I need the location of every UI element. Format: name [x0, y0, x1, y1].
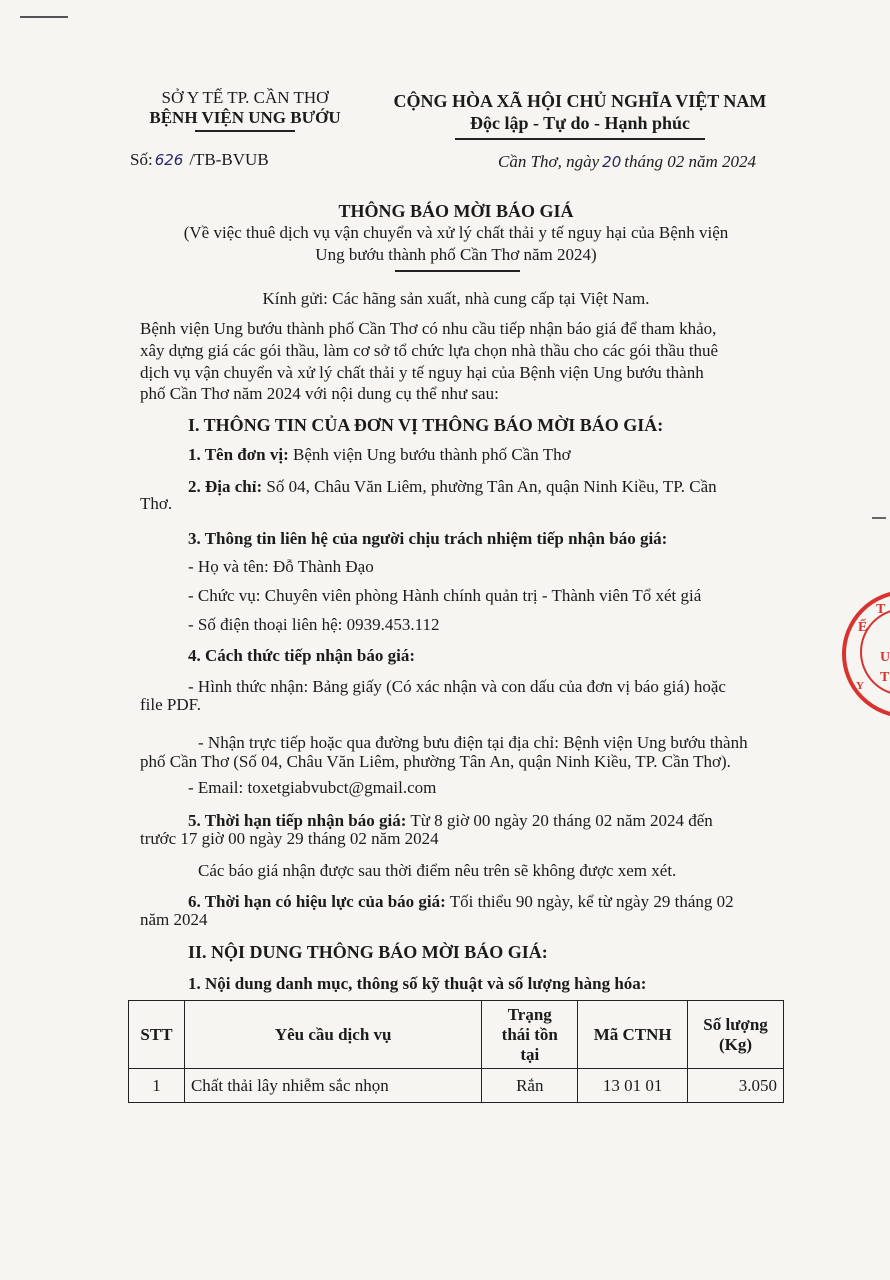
greeting: Kính gửi: Các hãng sản xuất, nhà cung cấp tại Việt Nam.: [262, 289, 650, 308]
row-code: 13 01 01: [578, 1069, 688, 1103]
col-state-line-1: Trạng: [507, 1004, 552, 1024]
row-state: Rắn: [482, 1069, 578, 1103]
number-prefix: Số:: [130, 150, 153, 169]
receive-method-2-cont: phố Cần Thơ (Số 04, Châu Văn Liêm, phường Tân An, quận Ninh Kiều, TP. Cần Thơ).: [140, 752, 731, 771]
receive-deadline-value: Từ 8 giờ 00 ngày 20 tháng 02 năm 2024 đến: [410, 811, 713, 830]
unit-address-value: Số 04, Châu Văn Liêm, phường Tân An, quận Ninh Kiều, TP. Cần: [266, 477, 717, 496]
goods-table: [128, 1000, 784, 1103]
unit-address-cont: Thơ.: [140, 494, 173, 513]
title-underline: [395, 270, 520, 272]
issuer-underline: [195, 130, 295, 132]
col-service: Yêu cầu dịch vụ: [184, 1001, 481, 1069]
unit-name-value: Bệnh viện Ung bướu thành phố Cần Thơ: [293, 445, 571, 464]
document-subtitle-1: (Về việc thuê dịch vụ vận chuyển và xử lý chất thải y tế nguy hại của Bệnh viện: [183, 223, 729, 242]
unit-name: [188, 445, 571, 465]
seal-letter-4: T: [880, 670, 890, 685]
receive-deadline-note: Các báo giá nhận được sau thời điểm nêu trên sẽ không được xem xét.: [198, 861, 677, 880]
validity-period-label: 6. Thời hạn có hiệu lực của báo giá:: [188, 892, 446, 911]
seal-letter-1: T: [876, 602, 886, 617]
unit-address-label: 2. Địa chỉ:: [188, 477, 263, 496]
intro-line-1: Bệnh viện Ung bướu thành phố Cần Thơ có nhu cầu tiếp nhận báo giá để tham khảo,: [140, 319, 717, 338]
document-subtitle-2: Ung bướu thành phố Cần Thơ năm 2024): [315, 245, 597, 264]
validity-period-cont: năm 2024: [140, 910, 208, 929]
document-number: [130, 150, 269, 170]
number-suffix: /TB-BVUB: [189, 150, 269, 169]
intro-line-2: xây dựng giá các gói thầu, làm cơ sở tổ chức lựa chọn nhà thầu cho các gói thầu thuê: [140, 341, 719, 360]
date-suffix: tháng 02 năm 2024: [624, 152, 757, 171]
intro-line-3: dịch vụ vận chuyển và xử lý chất thải y tế nguy hại của Bệnh viện Ung bướu thành: [140, 363, 704, 382]
validity-period: [188, 892, 734, 912]
document-title: THÔNG BÁO MỜI BÁO GIÁ: [338, 201, 574, 221]
contact-role: - Chức vụ: Chuyên viên phòng Hành chính quản trị - Thành viên Tổ xét giá: [188, 586, 702, 605]
motto-underline: [455, 138, 705, 140]
col-stt: STT: [129, 1001, 185, 1069]
document-date: [498, 152, 756, 172]
table-header-row: [129, 1001, 784, 1069]
unit-name-label: 1. Tên đơn vị:: [188, 445, 289, 464]
seal-letter-3: U: [880, 650, 890, 665]
scan-mark: [20, 16, 68, 18]
contact-phone: - Số điện thoại liên hệ: 0939.453.112: [188, 615, 440, 634]
issuer-department: SỞ Y TẾ TP. CẦN THƠ: [161, 88, 329, 107]
table-row: [129, 1069, 784, 1103]
seal-letter-2: Ế: [858, 620, 868, 635]
section-1-heading: I. THÔNG TIN CỦA ĐƠN VỊ THÔNG BÁO MỜI BÁO GIÁ:: [188, 415, 664, 435]
nation-title: CỘNG HÒA XÃ HỘI CHỦ NGHĨA VIỆT NAM: [393, 91, 767, 111]
red-seal-stamp: [842, 590, 890, 718]
col-qty-line-2: (Kg): [719, 1034, 753, 1054]
row-qty: 3.050: [688, 1069, 784, 1103]
receive-method-heading: 4. Cách thức tiếp nhận báo giá:: [188, 646, 415, 665]
col-state: [482, 1001, 578, 1069]
receive-method-2: - Nhận trực tiếp hoặc qua đường bưu điện tại địa chỉ: Bệnh viện Ung bướu thành: [198, 733, 748, 752]
validity-period-value: Tối thiểu 90 ngày, kể từ ngày 29 tháng 02: [449, 892, 734, 911]
nation-motto: Độc lập - Tự do - Hạnh phúc: [469, 113, 691, 133]
contact-heading: 3. Thông tin liên hệ của người chịu trách nhiệm tiếp nhận báo giá:: [188, 529, 668, 548]
date-prefix: Cần Thơ, ngày: [498, 152, 600, 171]
intro-line-4: phố Cần Thơ năm 2024 với nội dung cụ thể như sau:: [140, 384, 499, 403]
col-qty: [688, 1001, 784, 1069]
seal-letter-5: Y: [856, 680, 864, 692]
date-handwritten: 20: [602, 153, 622, 171]
receive-deadline: [188, 811, 713, 831]
receive-deadline-label: 5. Thời hạn tiếp nhận báo giá:: [188, 811, 407, 830]
scan-artifact: [872, 517, 886, 519]
contact-name: - Họ và tên: Đỗ Thành Đạo: [188, 557, 374, 576]
section-2-item-1: 1. Nội dung danh mục, thông số kỹ thuật và số lượng hàng hóa:: [188, 974, 647, 993]
receive-method-1: - Hình thức nhận: Bảng giấy (Có xác nhận và con dấu của đơn vị báo giá) hoặc: [188, 677, 726, 696]
row-service: Chất thải lây nhiễm sắc nhọn: [184, 1069, 481, 1103]
section-2-heading: II. NỘI DUNG THÔNG BÁO MỜI BÁO GIÁ:: [188, 942, 548, 962]
col-qty-line-1: Số lượng: [703, 1014, 768, 1034]
col-state-line-2: thái tồn: [501, 1024, 558, 1044]
receive-email: - Email: toxetgiabvubct@gmail.com: [188, 778, 437, 797]
row-stt: 1: [129, 1069, 185, 1103]
col-state-line-3: tại: [520, 1044, 540, 1064]
receive-deadline-cont: trước 17 giờ 00 ngày 29 tháng 02 năm 2024: [140, 829, 439, 848]
col-code: Mã CTNH: [578, 1001, 688, 1069]
unit-address: [188, 477, 717, 497]
receive-method-1-cont: file PDF.: [140, 695, 201, 714]
number-handwritten: 626: [154, 151, 184, 169]
issuer-hospital: BỆNH VIỆN UNG BƯỚU: [149, 108, 341, 127]
